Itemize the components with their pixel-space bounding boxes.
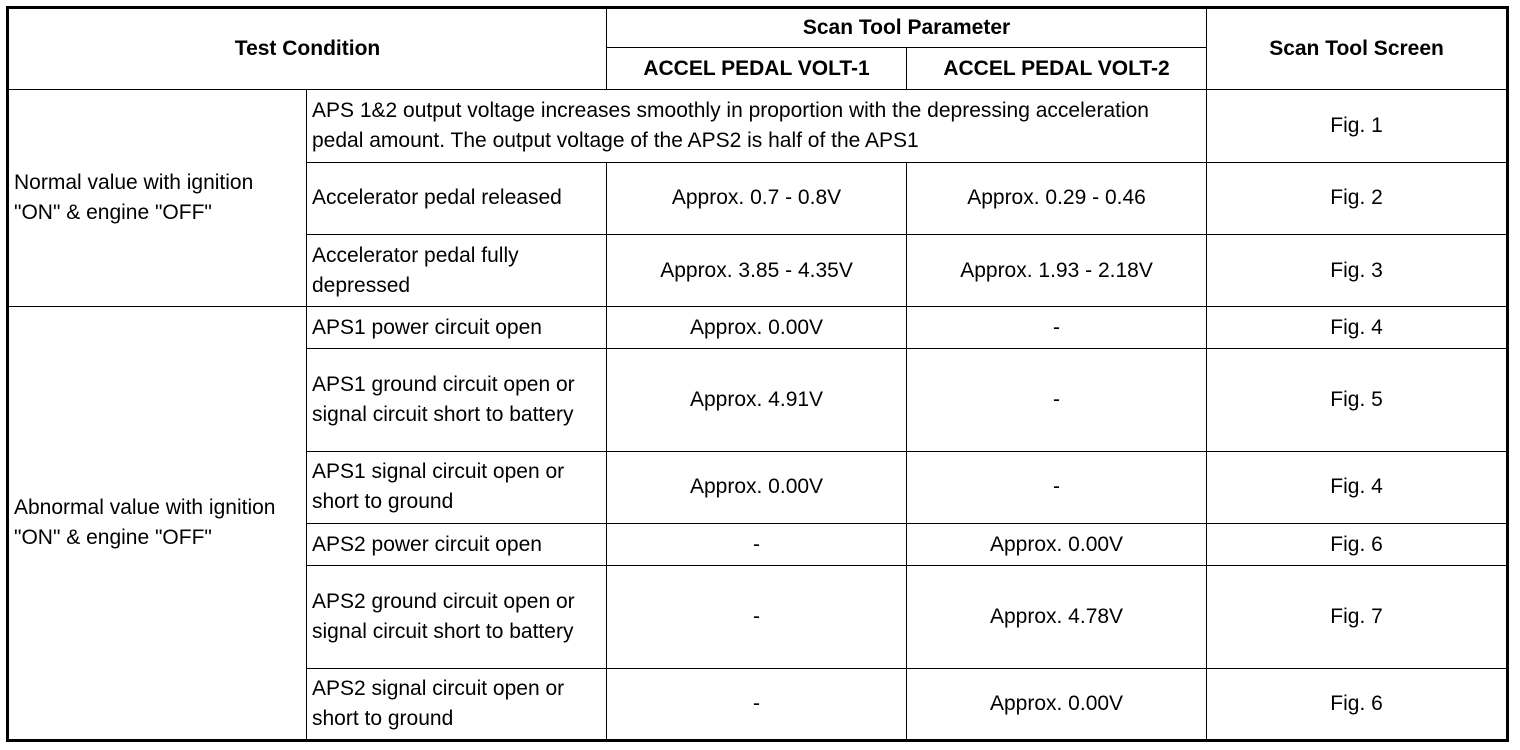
row-figure: Fig. 1 — [1207, 90, 1508, 162]
row-volt2: - — [907, 349, 1207, 451]
header-row-1 — [8, 8, 1508, 48]
row-description: APS2 ground circuit open or signal circuit short to battery — [307, 566, 607, 668]
row-figure: Fig. 6 — [1207, 524, 1508, 566]
row-volt1: Approx. 3.85 - 4.35V — [607, 234, 907, 306]
row-volt2: Approx. 1.93 - 2.18V — [907, 234, 1207, 306]
row-description: APS 1&2 output voltage increases smoothly in proportion with the depressing acceleration pedal amount. The output voltage of the APS2 is half of the APS1 — [307, 90, 1207, 162]
row-volt2: Approx. 4.78V — [907, 566, 1207, 668]
row-description: APS1 power circuit open — [307, 307, 607, 349]
row-figure: Fig. 6 — [1207, 668, 1508, 740]
row-figure: Fig. 2 — [1207, 162, 1508, 234]
condition-abnormal: Abnormal value with ignition "ON" & engine "OFF" — [8, 307, 307, 741]
scan-tool-screen-header: Scan Tool Screen — [1207, 8, 1508, 90]
row-description: APS2 signal circuit open or short to ground — [307, 668, 607, 740]
spec-table — [6, 6, 1509, 742]
row-figure: Fig. 7 — [1207, 566, 1508, 668]
row-volt2: Approx. 0.29 - 0.46 — [907, 162, 1207, 234]
row-volt1: Approx. 0.00V — [607, 451, 907, 523]
row-volt2: Approx. 0.00V — [907, 668, 1207, 740]
volt2-header: ACCEL PEDAL VOLT-2 — [907, 48, 1207, 90]
row-volt2: - — [907, 451, 1207, 523]
row-description: APS1 ground circuit open or signal circuit short to battery — [307, 349, 607, 451]
scan-tool-parameter-header: Scan Tool Parameter — [607, 8, 1207, 48]
row-volt1: Approx. 4.91V — [607, 349, 907, 451]
row-description: APS1 signal circuit open or short to ground — [307, 451, 607, 523]
row-figure: Fig. 4 — [1207, 307, 1508, 349]
row-description: Accelerator pedal fully depressed — [307, 234, 607, 306]
table-row — [8, 307, 1508, 349]
condition-normal: Normal value with ignition "ON" & engine "OFF" — [8, 90, 307, 307]
row-figure: Fig. 4 — [1207, 451, 1508, 523]
row-volt1: - — [607, 668, 907, 740]
row-description: APS2 power circuit open — [307, 524, 607, 566]
row-volt2: - — [907, 307, 1207, 349]
volt1-header: ACCEL PEDAL VOLT-1 — [607, 48, 907, 90]
row-volt1: - — [607, 524, 907, 566]
row-figure: Fig. 5 — [1207, 349, 1508, 451]
row-volt1: Approx. 0.00V — [607, 307, 907, 349]
row-volt1: - — [607, 566, 907, 668]
row-description: Accelerator pedal released — [307, 162, 607, 234]
test-condition-header: Test Condition — [8, 8, 607, 90]
table-row — [8, 90, 1508, 162]
row-volt2: Approx. 0.00V — [907, 524, 1207, 566]
row-figure: Fig. 3 — [1207, 234, 1508, 306]
row-volt1: Approx. 0.7 - 0.8V — [607, 162, 907, 234]
